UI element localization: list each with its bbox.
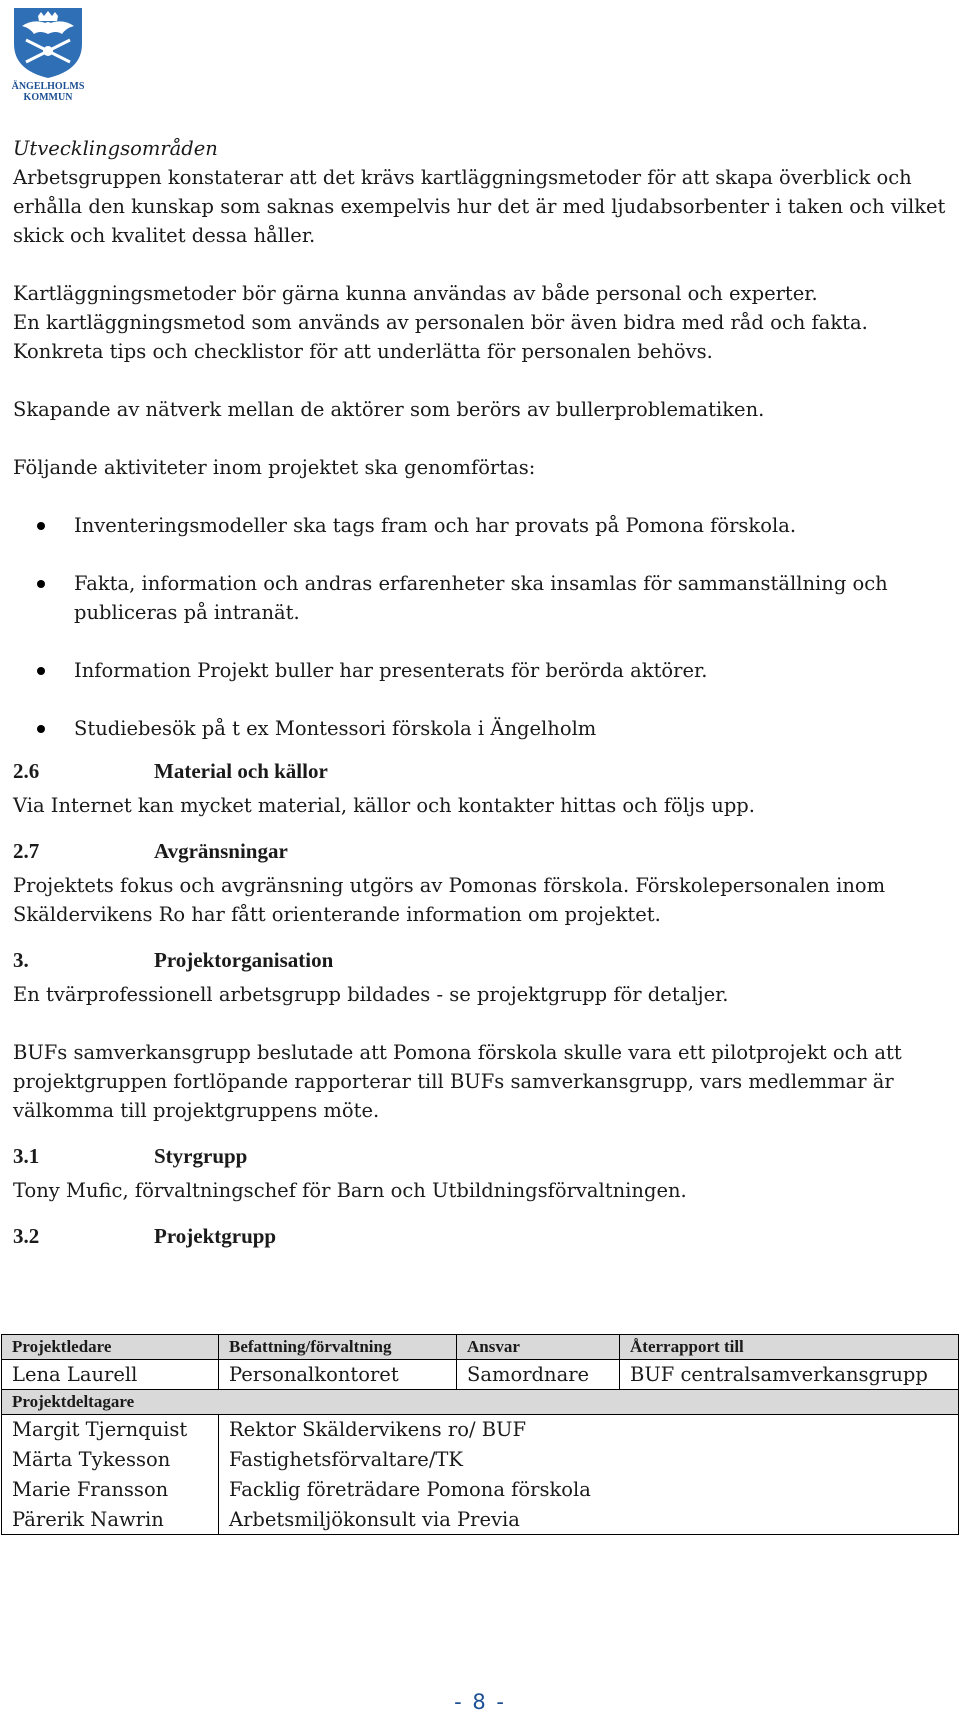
section-3-body-1: En tvärprofessionell arbetsgrupp bildades - se projektgrupp för detaljer. — [13, 983, 729, 1006]
utveckling-p2-line3: Konkreta tips och checklistor för att underlätta för personalen behövs. — [13, 340, 713, 363]
table-cell: Arbetsmiljökonsult via Previa — [219, 1505, 959, 1535]
activity-list — [13, 511, 953, 743]
section-title: Projektorganisation — [154, 948, 334, 972]
list-item-text: Information Projekt buller har presenterats för berörda aktörer. — [74, 659, 708, 682]
table-cell: Margit Tjernquist — [2, 1415, 219, 1445]
table-header-cell: Återrapport till — [620, 1335, 959, 1360]
list-item-text: Studiebesök på t ex Montessori förskola i Ängelholm — [74, 717, 597, 740]
logo-text-line2: KOMMUN — [23, 92, 73, 103]
table-cell: Facklig företrädare Pomona förskola — [219, 1475, 959, 1505]
section-title: Styrgrupp — [154, 1144, 248, 1168]
section-number: 3.1 — [13, 1144, 40, 1168]
utveckling-p2-line2: En kartläggningsmetod som används av personalen bör även bidra med råd och fakta. — [13, 311, 868, 334]
list-item — [13, 656, 953, 685]
table-row — [2, 1415, 959, 1445]
table-cell: Märta Tykesson — [2, 1445, 219, 1475]
table-subheader-cell: Projektdeltagare — [2, 1390, 959, 1415]
coat-of-arms-icon — [10, 4, 86, 80]
section-heading-2-7 — [13, 837, 953, 866]
table-header-row — [2, 1335, 959, 1360]
bullet-icon — [37, 580, 45, 588]
table-cell: Marie Fransson — [2, 1475, 219, 1505]
table-row — [2, 1445, 959, 1475]
table-row — [2, 1475, 959, 1505]
section-heading-3-2 — [13, 1222, 953, 1251]
utveckling-paragraph-1: Arbetsgruppen konstaterar att det krävs kartläggningsmetoder för att skapa överblick och erhålla den kunskap som saknas exempelvis hur det är med ljudabsorbenter i taken och vilket skick och kvalitet dessa håller. — [13, 166, 946, 247]
section-heading-2-6 — [13, 757, 953, 786]
logo-text-line1: ÄNGELHOLMS — [11, 81, 85, 92]
section-number: 2.6 — [13, 759, 40, 783]
utveckling-heading: Utvecklingsområden — [13, 137, 218, 160]
table-cell: BUF centralsamverkansgrupp — [620, 1360, 959, 1390]
project-group-table — [1, 1334, 959, 1535]
section-3-body-2: BUFs samverkansgrupp beslutade att Pomona förskola skulle vara ett pilotprojekt och att projektgruppen fortlöpande rapporterar till BUFs samverkansgrupp, vars medlemmar är välkomma till projektgruppens möte. — [13, 1041, 902, 1122]
table-header-cell: Projektledare — [2, 1335, 219, 1360]
utveckling-paragraph-3: Skapande av nätverk mellan de aktörer som berörs av bullerproblematiken. — [13, 398, 765, 421]
table-row — [2, 1360, 959, 1390]
table-row — [2, 1505, 959, 1535]
list-item — [13, 714, 953, 743]
section-2-6-body: Via Internet kan mycket material, källor och kontakter hittas och följs upp. — [13, 794, 755, 817]
table-cell: Pärerik Nawrin — [2, 1505, 219, 1535]
page-number: - 8 - — [454, 1690, 506, 1714]
section-2-7-body: Projektets fokus och avgränsning utgörs av Pomonas förskola. Förskolepersonalen inom Skäldervikens Ro har fått orienterande information om projektet. — [13, 874, 886, 926]
list-item — [13, 569, 953, 627]
bullet-icon — [37, 725, 45, 733]
table-cell: Samordnare — [457, 1360, 620, 1390]
section-title: Avgränsningar — [154, 839, 288, 863]
table-cell: Fastighetsförvaltare/TK — [219, 1445, 959, 1475]
section-heading-3-1 — [13, 1142, 953, 1171]
section-title: Projektgrupp — [154, 1224, 277, 1248]
table-header-cell: Ansvar — [457, 1335, 620, 1360]
section-3-1-body: Tony Mufic, förvaltningschef för Barn och Utbildningsförvaltningen. — [13, 1179, 687, 1202]
table-header-cell: Befattning/förvaltning — [219, 1335, 457, 1360]
section-title: Material och källor — [154, 759, 328, 783]
section-number: 3. — [13, 948, 29, 972]
utveckling-p2-line1: Kartläggningsmetoder bör gärna kunna användas av både personal och experter. — [13, 282, 818, 305]
table-cell: Lena Laurell — [2, 1360, 219, 1390]
bullet-icon — [37, 522, 45, 530]
document-body — [13, 134, 953, 1251]
utveckling-paragraph-4: Följande aktiviteter inom projektet ska genomförtas: — [13, 456, 536, 479]
utveckling-paragraph-2 — [13, 279, 953, 366]
section-heading-3 — [13, 946, 953, 975]
table-cell: Rektor Skäldervikens ro/ BUF — [219, 1415, 959, 1445]
list-item-text: Fakta, information och andras erfarenheter ska insamlas för sammanställning och publiceras på intranät. — [74, 572, 888, 624]
municipality-logo — [10, 4, 86, 104]
table-cell: Personalkontoret — [219, 1360, 457, 1390]
section-number: 3.2 — [13, 1224, 40, 1248]
bullet-icon — [37, 667, 45, 675]
table-subheader-row — [2, 1390, 959, 1415]
list-item — [13, 511, 953, 540]
list-item-text: Inventeringsmodeller ska tags fram och har provats på Pomona förskola. — [74, 514, 797, 537]
section-number: 2.7 — [13, 839, 40, 863]
